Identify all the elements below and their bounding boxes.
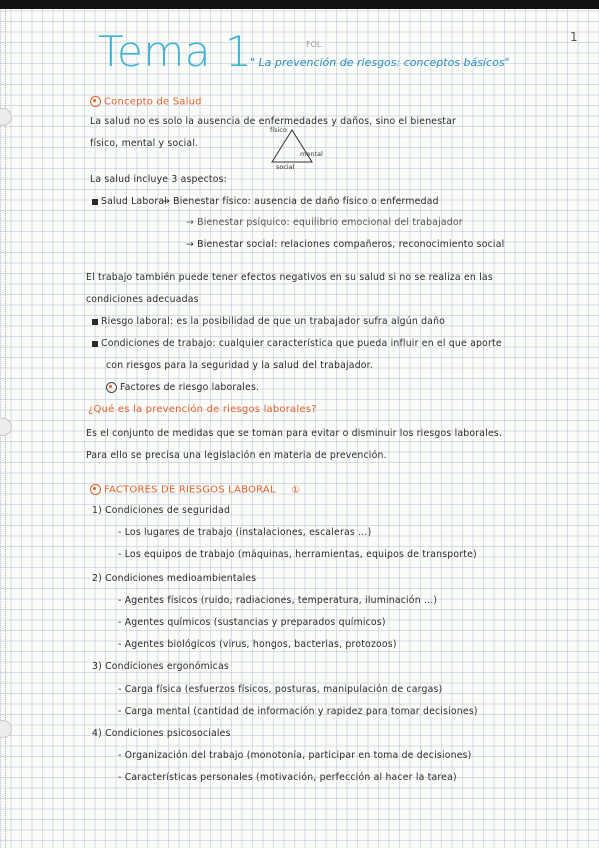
factor-group-title: 1) Condiciones de seguridad [92, 505, 231, 516]
flower-bullet-icon [106, 382, 117, 393]
factor-item: - Agentes químicos (sustancias y preparados químicos) [118, 617, 386, 628]
flower-bullet-icon [90, 96, 101, 107]
triangle-label-top: físico [270, 126, 287, 134]
page-number: 1 [570, 30, 578, 44]
concept-bullet: Factores de riesgo laborales. [106, 382, 259, 393]
salud-paragraph-1: La salud no es solo la ausencia de enfermedades y daños, sino el bienestar [90, 116, 457, 127]
factor-item: - Los lugares de trabajo (instalaciones, escaleras ...) [118, 527, 372, 538]
section-heading-salud: Concepto de Salud [90, 96, 202, 108]
triangle-label-right: mental [300, 150, 323, 158]
page-subtitle: " La prevención de riesgos: conceptos básicos" [250, 56, 510, 69]
salud-paragraph-3: La salud incluye 3 aspectos: [90, 174, 227, 185]
heading-mark: ① [291, 484, 301, 496]
factor-item: - Los equipos de trabajo (máquinas, herramientas, equipos de transporte) [118, 549, 477, 560]
square-bullet-icon [92, 319, 98, 325]
section-heading-factores: FACTORES DE RIESGOS LABORAL ① [90, 484, 300, 496]
salud-paragraph-4: El trabajo también puede tener efectos negativos en su salud si no se realiza en las [86, 272, 493, 283]
factor-item: - Carga física (esfuerzos físicos, posturas, manipulación de cargas) [118, 684, 443, 695]
punch-hole [0, 418, 12, 436]
scan-top-edge [0, 0, 599, 9]
factor-item: - Carga mental (cantidad de información y rapidez para tomar decisiones) [118, 706, 478, 717]
factor-group-title: 2) Condiciones medioambientales [92, 573, 257, 584]
header-note: FOL [306, 40, 322, 49]
aspect-item: → Bienestar psíquico: equilibrio emocional del trabajador [186, 217, 463, 228]
prevencion-paragraph-2: Para ello se precisa una legislación en materia de prevención. [86, 450, 387, 461]
punch-hole [0, 720, 12, 738]
triangle-label-left: social [276, 163, 295, 171]
concept-bullet: Condiciones de trabajo: cualquier característica que pueda influir en el que aporte [92, 338, 502, 349]
factor-group-title: 3) Condiciones ergonómicas [92, 661, 229, 672]
factor-item: - Características personales (motivación, perfección al hacer la tarea) [118, 772, 457, 783]
flower-bullet-icon [90, 484, 101, 495]
prevencion-paragraph-1: Es el conjunto de medidas que se toman para evitar o disminuir los riesgos laborales. [86, 428, 503, 439]
factor-item: - Organización del trabajo (monotonía, participar en toma de decisiones) [118, 750, 472, 761]
concept-bullet-continuation: con riesgos para la seguridad y la salud del trabajador. [106, 360, 374, 371]
factor-item: - Agentes físicos (ruido, radiaciones, temperatura, iluminación ...) [118, 595, 438, 606]
aspect-item: → Bienestar físico: ausencia de daño físico o enfermedad [162, 196, 439, 207]
salud-paragraph-2: físico, mental y social. [90, 138, 199, 149]
salud-paragraph-5: condiciones adecuadas [86, 294, 199, 305]
concept-bullet: Riesgo laboral: es la posibilidad de que un trabajador sufra algún daño [92, 316, 445, 327]
aspect-item: → Bienestar social: relaciones compañeros, reconocimiento social [186, 239, 505, 250]
factor-item: - Agentes biológicos (virus, hongos, bacterias, protozoos) [118, 639, 397, 650]
factor-group-title: 4) Condiciones psicosociales [92, 728, 231, 739]
punch-hole [0, 108, 12, 126]
prevencion-question: ¿Qué es la prevención de riesgos laborales? [88, 404, 317, 415]
salud-laboral-label: Salud Laboral [92, 196, 167, 207]
square-bullet-icon [92, 341, 98, 347]
square-bullet-icon [92, 199, 98, 205]
page-title: Tema 1 [98, 27, 253, 76]
